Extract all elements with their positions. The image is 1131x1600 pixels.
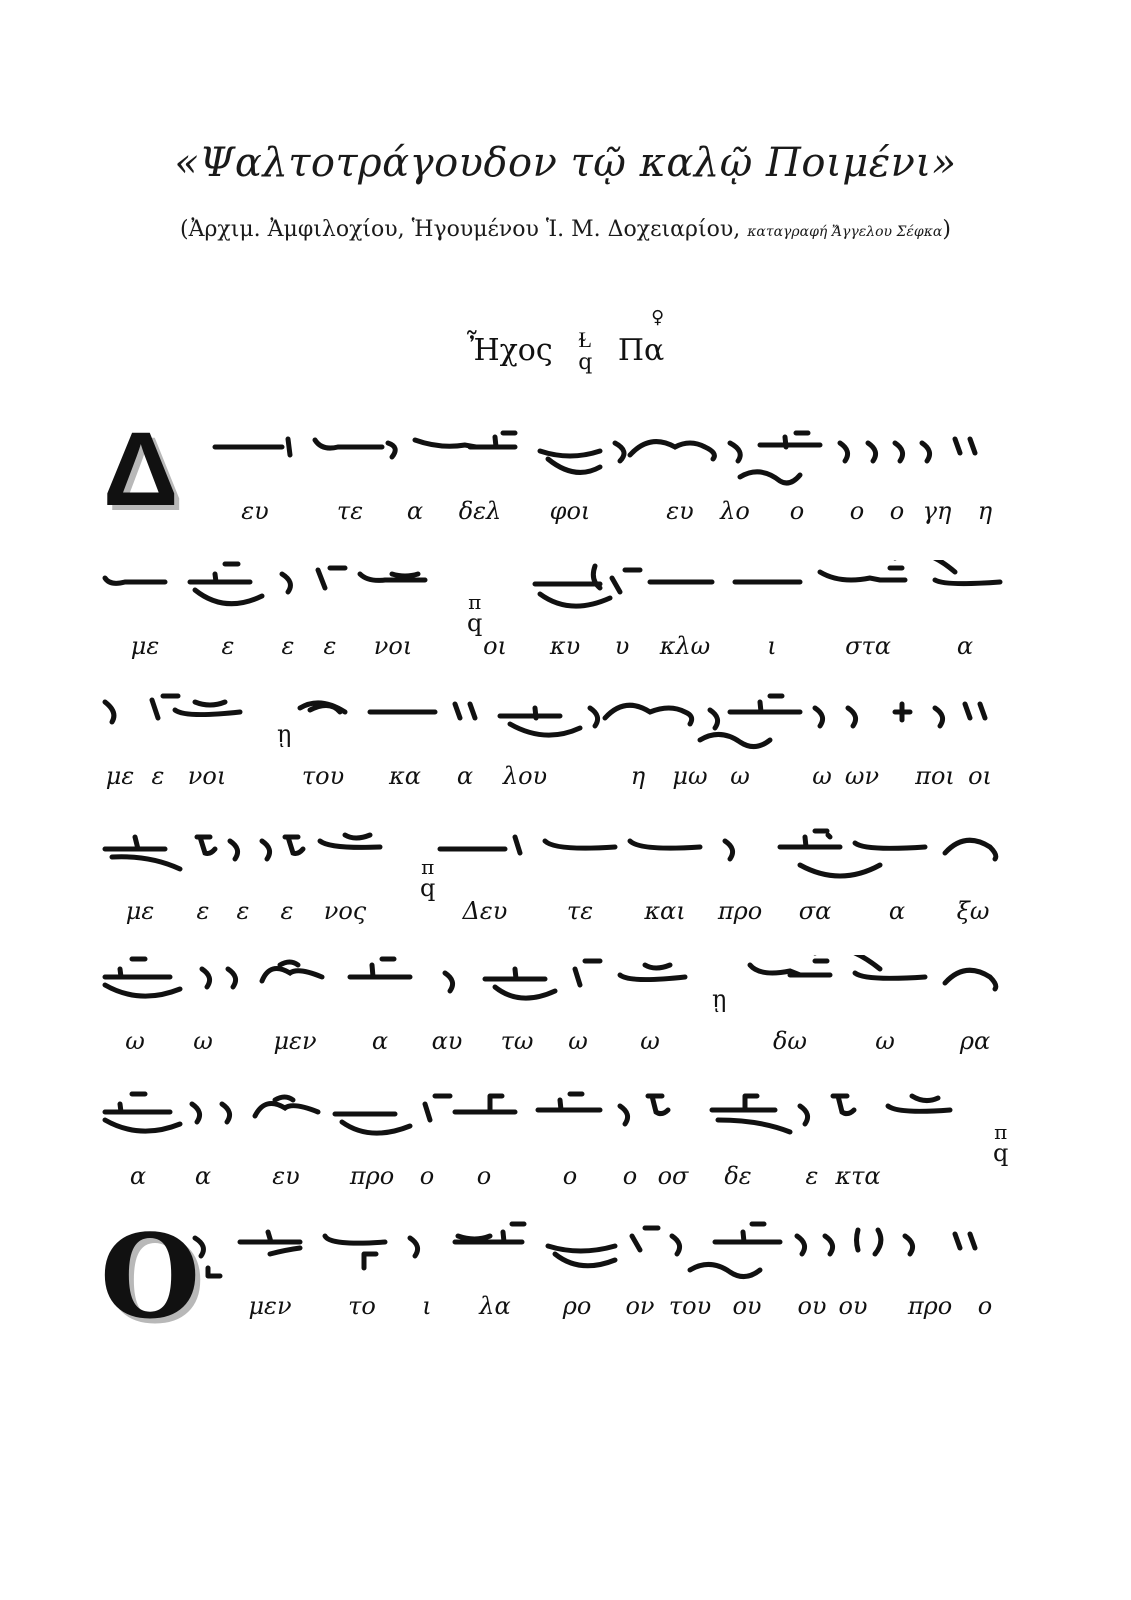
lyric-syllable: Δευ bbox=[462, 897, 508, 925]
mode-note bbox=[617, 307, 665, 368]
martyria-sign bbox=[993, 1120, 1009, 1167]
lyric-syllable: γη bbox=[922, 497, 952, 525]
lyric-syllable: με bbox=[130, 632, 160, 660]
lyric-syllable: ω bbox=[730, 762, 750, 790]
lyric-syllable: ω bbox=[875, 1027, 895, 1055]
mode-note-mark: ♀ bbox=[651, 307, 665, 328]
neume-row bbox=[0, 425, 1131, 495]
lyric-syllable: και bbox=[644, 897, 686, 925]
lyric-syllable: ευ bbox=[272, 1162, 300, 1190]
neume-glyphs bbox=[195, 1224, 975, 1277]
lyric-syllable: οσ bbox=[657, 1162, 689, 1190]
lyric-syllable: σα bbox=[798, 897, 832, 925]
score-line-1 bbox=[0, 425, 1131, 545]
neume-glyphs bbox=[215, 433, 975, 483]
lyric-syllable: α bbox=[406, 497, 424, 525]
martyria-bottom: ῃ bbox=[712, 985, 727, 1013]
lyric-syllable: ε bbox=[280, 897, 294, 925]
mode-note-label: Πα bbox=[617, 333, 665, 368]
lyric-syllable: δελ bbox=[458, 497, 502, 525]
martyria-sign bbox=[712, 985, 727, 1013]
lyric-syllable: ε bbox=[805, 1162, 819, 1190]
lyric-syllable: μεν bbox=[273, 1027, 317, 1055]
drop-initial-delta: Δ bbox=[103, 411, 179, 528]
lyric-syllable: μω bbox=[672, 762, 708, 790]
score-line-6 bbox=[0, 1090, 1131, 1210]
lyric-syllable: α bbox=[956, 632, 974, 660]
lyric-syllable: ε bbox=[221, 632, 235, 660]
subtitle-main: (Ἀρχιμ. Ἀμφιλοχίου, Ἡγουμένου Ἱ. Μ. Δοχειαρίου, bbox=[180, 217, 741, 242]
lyric-syllable: ρα bbox=[959, 1027, 991, 1055]
lyric-syllable: προ bbox=[907, 1292, 953, 1320]
page-subtitle bbox=[0, 217, 1131, 242]
neume-row bbox=[0, 690, 1131, 760]
lyric-syllable: ων bbox=[844, 762, 880, 790]
lyric-syllable: ο bbox=[476, 1162, 492, 1190]
martyria-sign bbox=[467, 590, 483, 637]
lyric-syllable: α bbox=[371, 1027, 389, 1055]
lyric-syllable: ευ bbox=[666, 497, 694, 525]
lyric-syllable: νοι bbox=[187, 762, 227, 790]
neume-glyphs bbox=[105, 831, 996, 879]
lyric-syllable: στα bbox=[845, 632, 891, 660]
lyric-syllable: υ bbox=[614, 632, 630, 660]
lyric-syllable: οι bbox=[968, 762, 992, 790]
lyric-syllable: τω bbox=[500, 1027, 534, 1055]
neume-row bbox=[0, 955, 1131, 1025]
lyric-syllable: ω bbox=[193, 1027, 213, 1055]
lyric-syllable: ε bbox=[196, 897, 210, 925]
martyria-bottom: q bbox=[993, 1139, 1009, 1167]
lyric-syllable: ι bbox=[422, 1292, 432, 1320]
lyric-syllable: ε bbox=[151, 762, 165, 790]
neume-row bbox=[0, 1090, 1131, 1160]
lyric-syllable: ο bbox=[562, 1162, 578, 1190]
martyria-top: π bbox=[994, 1120, 1008, 1144]
lyric-syllable: κτα bbox=[835, 1162, 881, 1190]
lyric-syllable: ο bbox=[419, 1162, 435, 1190]
lyric-syllable: του bbox=[301, 762, 345, 790]
lyric-syllable: φοι bbox=[549, 497, 591, 525]
neume-row bbox=[0, 825, 1131, 895]
lyric-syllable: λα bbox=[479, 1292, 511, 1320]
lyric-syllable: ευ bbox=[241, 497, 269, 525]
neume-glyphs bbox=[105, 1094, 950, 1133]
martyria-top: π bbox=[468, 590, 482, 614]
martyria-sign bbox=[277, 720, 292, 748]
mode-signature bbox=[0, 307, 1131, 375]
neume-row bbox=[0, 1220, 1131, 1290]
neume-glyphs bbox=[105, 696, 985, 747]
lyric-syllable: αυ bbox=[431, 1027, 463, 1055]
lyric-syllable: νοι bbox=[373, 632, 413, 660]
lyric-syllable: ου bbox=[732, 1292, 762, 1320]
martyria-top: Ɫ bbox=[578, 328, 592, 353]
lyric-syllable: του bbox=[668, 1292, 712, 1320]
neume-glyphs bbox=[105, 560, 1000, 606]
mode-label: Ἦχος bbox=[466, 333, 553, 368]
lyric-syllable: ο bbox=[849, 497, 865, 525]
lyric-syllable: κα bbox=[389, 762, 421, 790]
lyric-syllable: δε bbox=[724, 1162, 752, 1190]
score-line-3 bbox=[0, 690, 1131, 810]
lyric-syllable: ε bbox=[323, 632, 337, 660]
subtitle-credit: καταγραφή Ἄγγελου Σέφκα bbox=[747, 224, 943, 240]
lyric-syllable: με bbox=[125, 897, 155, 925]
lyric-syllable: το bbox=[348, 1292, 376, 1320]
lyric-syllable: ον bbox=[625, 1292, 655, 1320]
lyric-syllable: ο bbox=[789, 497, 805, 525]
lyric-syllable: κλω bbox=[659, 632, 711, 660]
lyric-syllable: κυ bbox=[549, 632, 581, 660]
lyric-syllable: ω bbox=[568, 1027, 588, 1055]
lyric-syllable: η bbox=[977, 497, 993, 525]
lyric-syllable: δω bbox=[772, 1027, 808, 1055]
lyric-syllable: τε bbox=[336, 497, 364, 525]
lyric-syllable: ε bbox=[281, 632, 295, 660]
lyric-syllable: ο bbox=[889, 497, 905, 525]
score-line-7 bbox=[0, 1220, 1131, 1340]
score-line-5 bbox=[0, 955, 1131, 1075]
neume-row bbox=[0, 560, 1131, 630]
page-title: «Ψαλτοτράγουδον τῷ καλῷ Ποιμένι» bbox=[174, 140, 957, 186]
lyric-syllable: ου bbox=[838, 1292, 868, 1320]
lyric-syllable: ποι bbox=[915, 762, 955, 790]
martyria-sign bbox=[578, 330, 592, 374]
martyria-bottom: q bbox=[467, 609, 483, 637]
lyric-syllable: η bbox=[630, 762, 646, 790]
lyric-syllable: λο bbox=[720, 497, 750, 525]
lyric-syllable: ω bbox=[640, 1027, 660, 1055]
lyric-syllable: α bbox=[456, 762, 474, 790]
lyric-syllable: ι bbox=[767, 632, 777, 660]
lyric-syllable: ρο bbox=[562, 1292, 592, 1320]
score-line-4 bbox=[0, 825, 1131, 945]
subtitle-close: ) bbox=[942, 217, 951, 242]
lyric-syllable: α bbox=[888, 897, 906, 925]
lyric-syllable: νος bbox=[323, 897, 367, 925]
martyria-sign bbox=[420, 855, 436, 902]
martyria-top: π bbox=[421, 855, 435, 879]
drop-initial-omicron: O bbox=[100, 1210, 201, 1345]
martyria-bottom: ῃ bbox=[277, 720, 292, 748]
lyric-syllable: α bbox=[194, 1162, 212, 1190]
score-line-2 bbox=[0, 560, 1131, 680]
lyric-syllable: α bbox=[129, 1162, 147, 1190]
neume-glyphs bbox=[105, 955, 996, 998]
lyric-syllable: προ bbox=[349, 1162, 395, 1190]
lyric-syllable: οι bbox=[483, 632, 507, 660]
lyric-syllable: ξω bbox=[956, 897, 990, 925]
lyric-syllable: ο bbox=[977, 1292, 993, 1320]
lyric-syllable: ου bbox=[797, 1292, 827, 1320]
martyria-bottom: q bbox=[578, 350, 593, 375]
lyric-syllable: ε bbox=[236, 897, 250, 925]
lyric-syllable: ω bbox=[812, 762, 832, 790]
lyric-syllable: ω bbox=[125, 1027, 145, 1055]
lyric-syllable: προ bbox=[717, 897, 763, 925]
lyric-syllable: τε bbox=[566, 897, 594, 925]
lyric-syllable: λου bbox=[502, 762, 548, 790]
lyric-syllable: ο bbox=[622, 1162, 638, 1190]
martyria-bottom: q bbox=[420, 874, 436, 902]
lyric-syllable: μεν bbox=[248, 1292, 292, 1320]
lyric-syllable: με bbox=[105, 762, 135, 790]
